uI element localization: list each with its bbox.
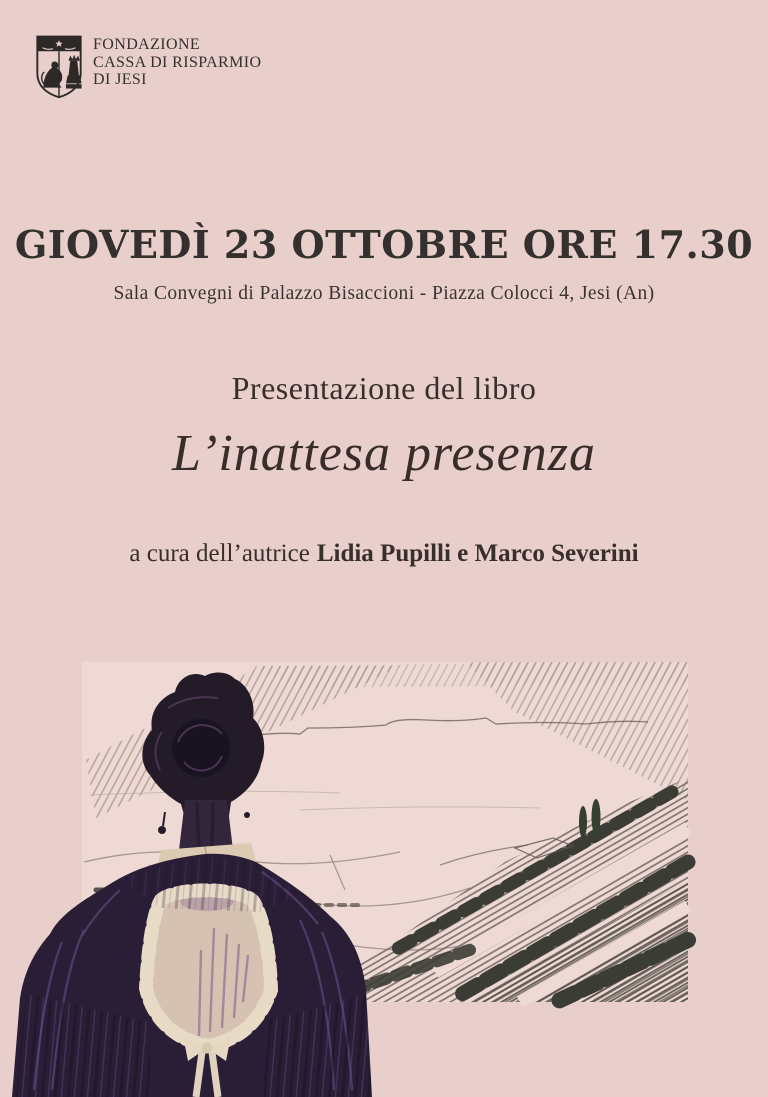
byline-prefix: a cura dell’autrice [129, 540, 310, 567]
coat-of-arms-icon [33, 30, 85, 102]
event-datetime: GIOVEDÌ 23 OTTOBRE ORE 17.30 [14, 222, 754, 267]
foundation-name-line1: FONDAZIONE [93, 36, 201, 53]
foundation-logo [33, 30, 261, 102]
presentation-kicker: Presentazione del libro [231, 370, 537, 406]
woman-overlooking-hills-sketch [0, 650, 768, 1097]
byline-authors: Lidia Pupilli e Marco Severini [316, 540, 639, 567]
foundation-name-line2: CASSA DI RISPARMIO [93, 53, 262, 71]
foundation-name [93, 30, 261, 89]
byline [0, 540, 768, 568]
book-title: L’inattesa presenza [172, 425, 596, 482]
event-venue: Sala Convegni di Palazzo Bisaccioni - Piazza Colocci 4, Jesi (An) [113, 283, 655, 304]
foundation-name-line3: DI JESI [93, 71, 147, 88]
poster-illustration [0, 650, 768, 1097]
